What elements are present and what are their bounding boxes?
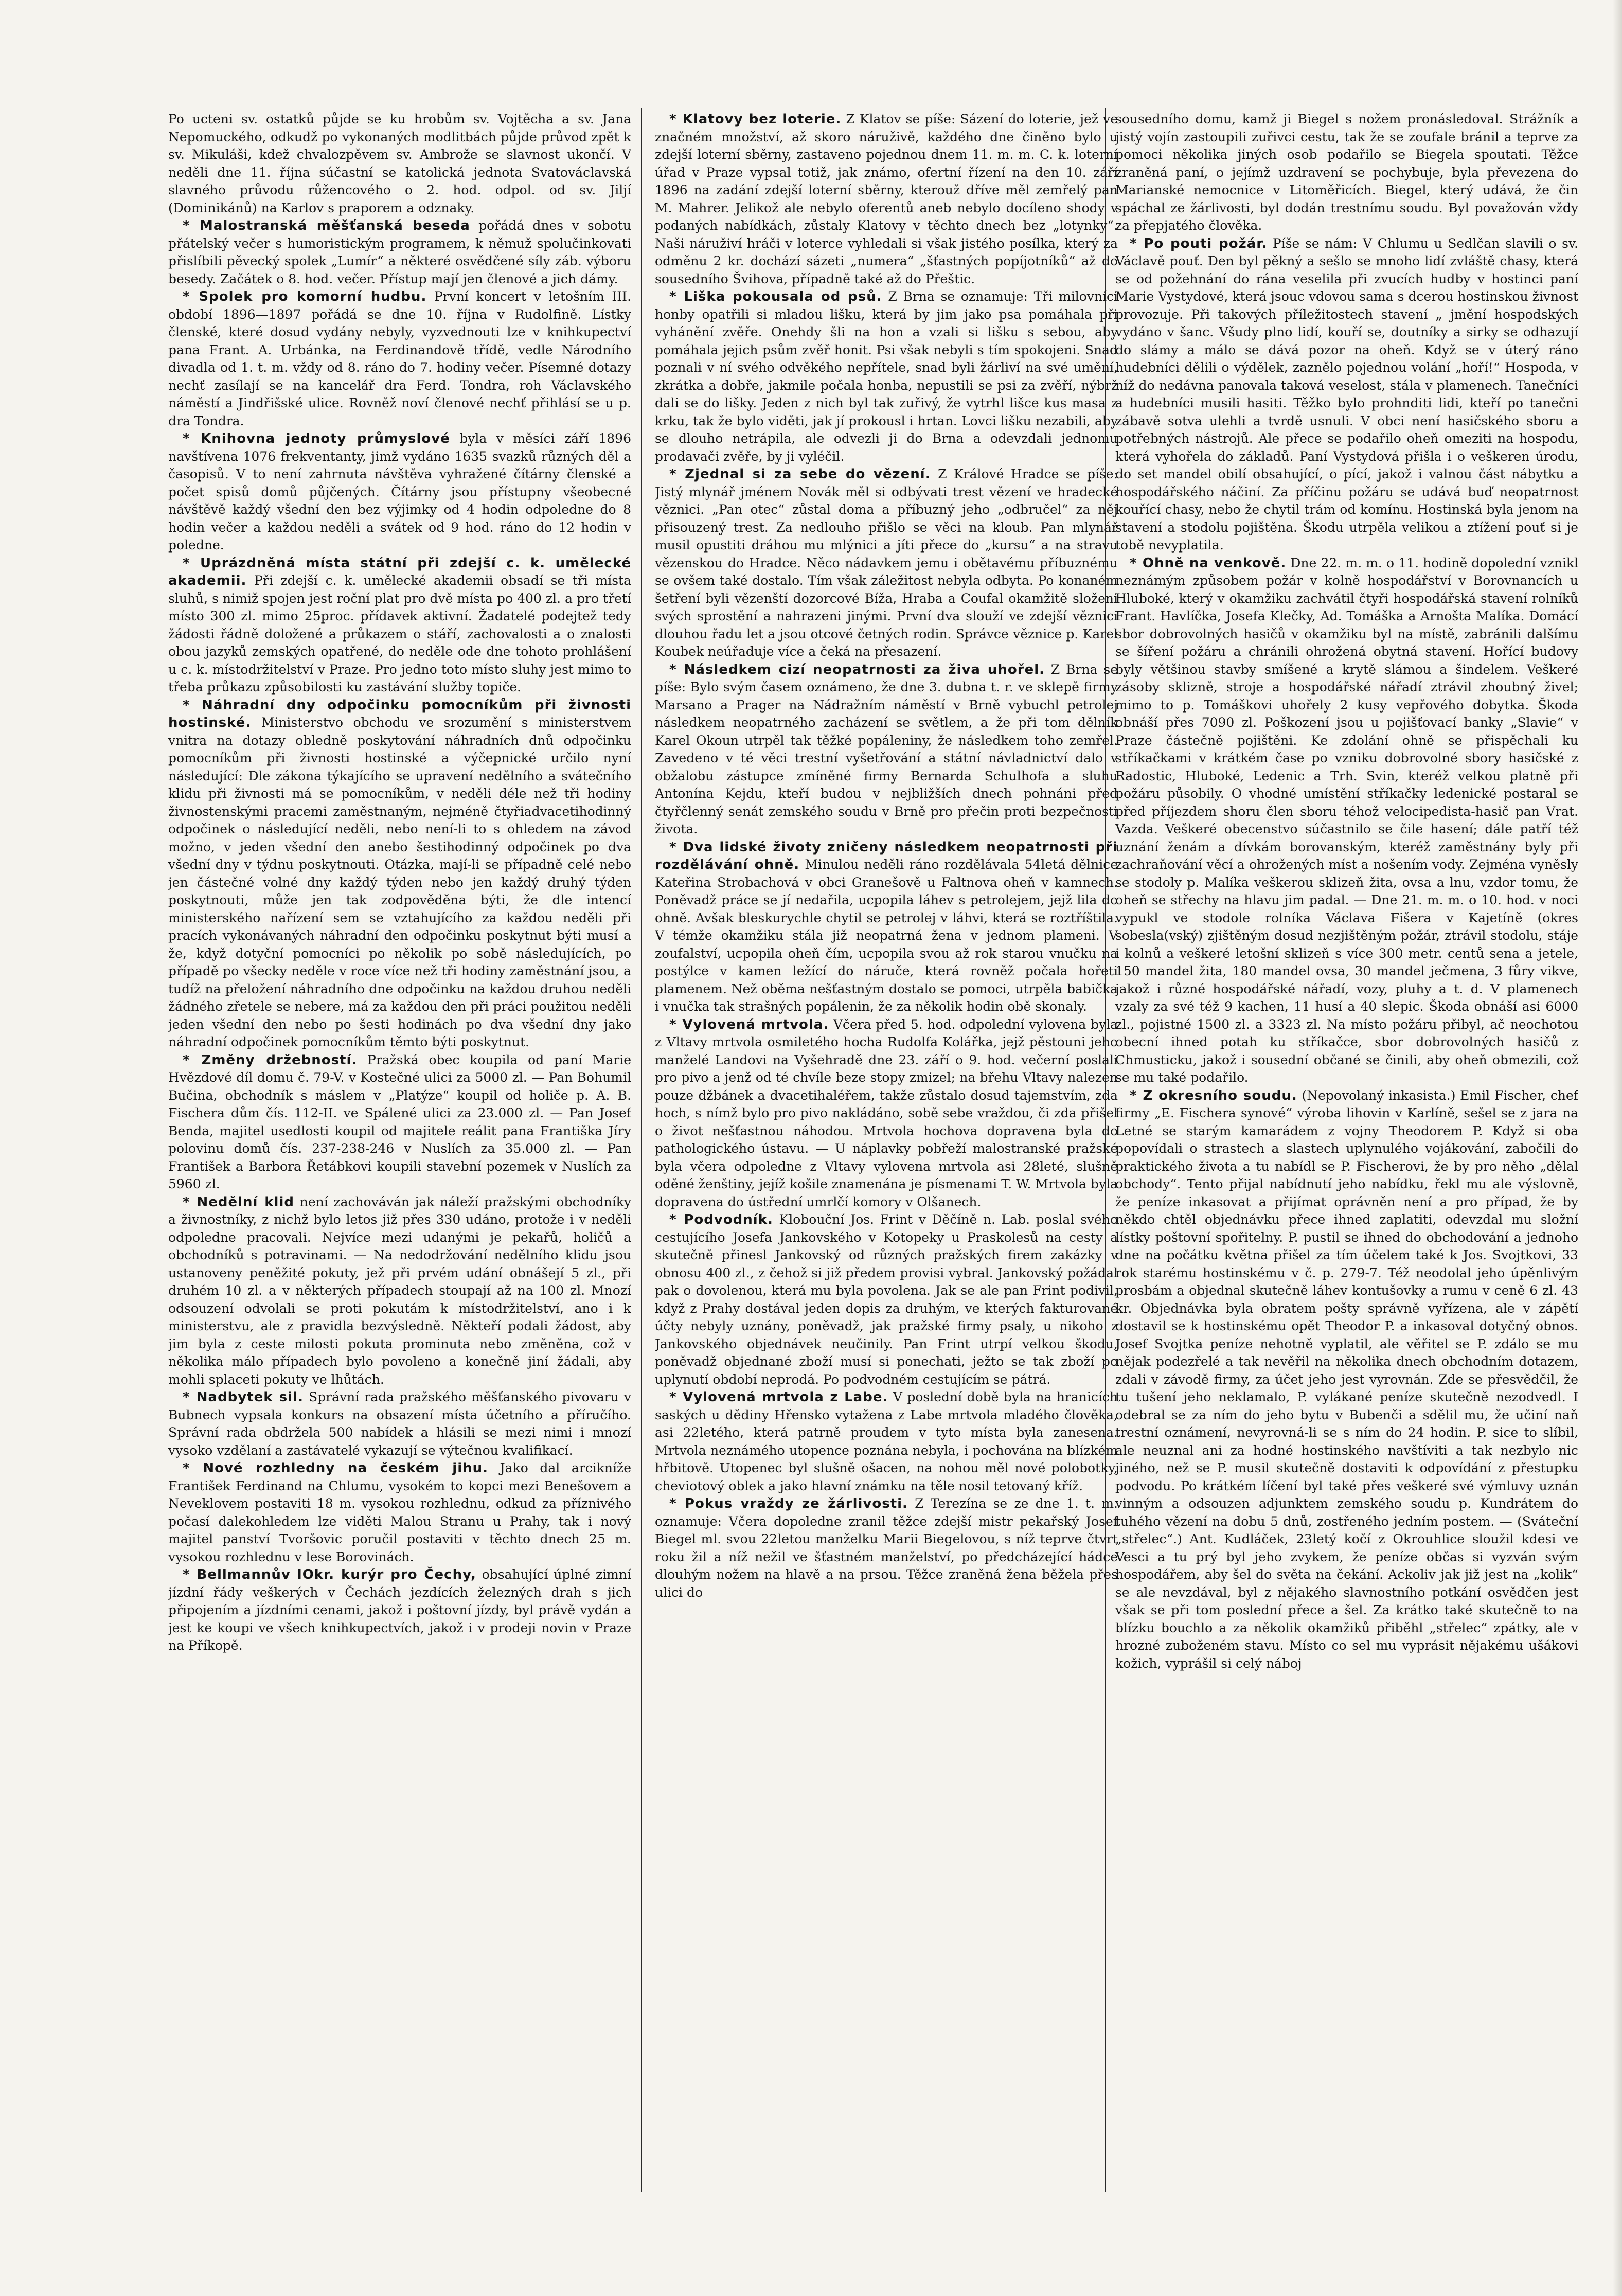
article-headline: * Uprázdněná místa státní při zdejší c. k. umělecké akademii.	[168, 555, 631, 589]
article-body: Včera před 5. hod. odpolední vylovena byla z Vltavy mrtvola osmiletého hocha Rudolfa Kolářka, jejž pěstouni jeho manželé Landovi na Vyšehradě dne 23. září o 9. hod. večerní poslali pro pivo a jenž od té chvíle beze stopy zmizel; na břehu Vltavy nalezen pouze džbánek a dvacetihaléřem, takže zůstalo dosud tajemstvím, zda hoch, s nímž bylo pro pivo nakládáno, sobě sebe vraždou, či zda přišel o život nešťastnou náhodou. Mrtvola hochova dopravena byla do pathologického ústavu. — U náplavky pobřeží malostranské pražské byla včera odpoledne z Vltavy vylovena mrtvola asi 28leté, slušně oděné ženštiny, jejíž košile znamenána je písmenami T. W. Mrtvola byla dopravena do ústřední umrlčí komory v Olšanech.	[655, 1017, 1118, 1209]
article-body: Dne 22. m. m. o 11. hodině dopolední vznikl neznámým způsobem požár v kolně hospodářství v Borovnancích u Hluboké, který v okamžiku zachvátil čtyři hospodářská stavení rolníků Frant. Havlíčka, Josefa Klečky, Ad. Tomáška a Arnošta Malíka. Domácí sbor dobrovolných hasičů v okamžiku byl na místě, zabránili dalšímu se šíření požáru a chránili ohrožená obytná stavení. Hořící budovy byly většinou stavby smíšené a krytě slámou a šindelem. Veškeré zásoby sklizně, stroje a hospodářské nářadí ztrávil zhoubný živel; mimo to p. Tomáškovi uhořely 2 kusy vepřového dobytka. Škoda obnáší přes 7090 zl. Poškození jsou u pojišťovací banky „Slavie“ v Praze částečně pojištěni. Ke zdolání ohně se přispěchali ku stříkačkami v krátkém čase po vzniku dobrovolné sbory hasičské z Radostic, Hluboké, Ledenic a Trh. Svin, kteréž velkou platně při požáru působily. O vhodné umístění stříkačky ledenické postaral se před příjezdem shoru člen sboru téhož velocipedista-hasič pan Vrat. Vazda. Veškeré obecenstvo súčastnilo se čile hasení; dále patří též uznání ženám a dívkám borovanským, kteréž zaměstnány byly při zachraňování věcí a ohrožených míst a nošením vody. Zejména vyněsly se stodoly p. Malíka veškerou sklizeň žita, ovsa a lnu, vzdor tomu, že oheň se střechy na hlavu jim padal. — Dne 21. m. m. o 10. hod. v noci vypukl ve stodole rolníka Václava Fišera v Kajetíně (okres sobesla(vský) zjištěným dosud nezjištěným požár, ztrávil stodolu, stáje i kolnů a veškeré letošní sklizeň s více 300 metr. centů sena a jetele, 150 mandel žita, 180 mandel ovsa, 30 mandel ječmena, 3 fůry vikve, jakož i různé hospodářské nářadí, vozy, pluhy a t. d. V plamenech vzaly za své též 9 kachen, 11 husí a 40 slepic. Škoda obnáší asi 6000 zl., pojistné 1500 zl. a 3323 zl. Na místo požáru přibyl, ač neochotou obecní ihned potah ku stříkačce, sbor dobrovolných hasičů z Chmusticku, jakož i sousední občané se činili, aby oheň obmezili, což se mu také podařilo.	[1115, 555, 1578, 1085]
continued-text: Po ucteni sv. ostatků půjde se ku hrobům sv. Vojtěcha a sv. Jana Nepomuckého, odkudž po vykonaných modlitbách půjde průvod zpět k sv. Mikuláši, kdež chvalozpěvem sv. Ambrože se slavnost ukončí. V neděli dne 11. října súčastní se katolická jednota Svatováclavská slavného průvodu růžencového o 2. hod. odpol. od sv. Jiljí (Dominikánů) na Karlov s praporem a odznaky.	[168, 112, 631, 216]
article-headline: * Vylovená mrtvola.	[669, 1017, 829, 1033]
news-article	[655, 288, 1118, 466]
article-headline: * Zjednal si za sebe do vězení.	[669, 467, 931, 482]
article-headline: * Nadbytek sil.	[183, 1390, 304, 1405]
article-body: Jako dal arcikníže František Ferdinand na Chlumu, vysokém to kopci mezi Benešovem a Neveklovem postaviti 18 m. vysokou rozhlednu, odkud za příznivého počasí dalekohledem lze viděti Malou Stranu u Prahy, tak i nový majitel panství Tvoršovic poručil postaviti v těchto dnech 25 m. vysokou rozhlednu v lese Borovinách.	[168, 1461, 631, 1564]
article-list	[168, 217, 631, 1655]
article-body: Z Králové Hradce se píše: Jistý mlynář jménem Novák měl si odbývati trest vězení ve hradecké věznici. „Pan otec“ zůstal doma a příbuzný jeho „odbručel“ za něj přisouzený trest. Za nedlouho přišlo se věci na kloub. Pan mlynář musil opustiti dráhou mu mlýnici a jíti přece do „kursu“ a na stravu vězenskou do Hradce. Něco nádavkem jemu i obětavému příbuznému se ovšem také dostalo. Tím však záležitost nebyla odbyta. Po konaném šetření byli vězenští dozorcové Bíža, Hraba a Coufal okamžitě složeni svých sprostění a nahrazeni jinými. První dva slouží ve zdejší věznici dlouhou řadu let a jsou otcové četných rodin. Správce věznice p. Karel Koubek neúřaduje více a čeká na přesazení.	[655, 467, 1118, 659]
column-divider	[641, 108, 642, 2192]
article-headline: * Podvodník.	[669, 1212, 773, 1227]
article-body: Pražská obec koupila od paní Marie Hvězdové díl domu č. 79-V. v Kostečné ulici za 5000 zl. — Pan Bohumil Bučina, obchodník s máslem v „Platýze“ koupil od holiče p. A. B. Fischera dům čís. 112-II. ve Spálené ulici za 23.000 zl. — Pan Josef Benda, majitel usedlosti koupil od majitele reálit pana Františka Jíry polovinu domů čís. 237-238-246 v Nuslích za 35.000 zl. — Pan František a Barbora Řetábkovi koupili stavební pozemek v Nuslích za 5960 zl.	[168, 1052, 631, 1191]
article-body: Ministerstvo obchodu ve srozumění s ministerstvem vnitra na dotazy obledně poskytování náhradních dnů odpočinku pomocníkům při živnosti hostinské a výčepnické určilo nyní následující: Dle zákona týkajícího se upravení nedělního a svátečního klidu při živnosti má se pomocníkům, v neděli déle než tři hodiny živnostenskými pracemi zaměstnaným, nejméně čtyřiadvacetihodinný odpočinek o následující neděli, nebo není-li to s ohledem na závod možno, v jeden všední den anebo šestihodinný odpočinek po dva všední dny v týdnu poskytnouti. Otázka, mají-li se případně celé nebo jen částečné volné dny každý týden nebo jen každý druhý týden poskytnouti, může jen tak zodpověděna býti, že dle intencí ministerského nařízení sem se vztahujícího za každou neděli při pracích vykonávaných náhradní den odpočinku poskytnut býti musí a že, když dotyční pomocníci po několik po sobě následujících, po případě po všecky neděle v roce více než tři hodiny zaměstnání jsou, a tudíž na přeložení náhradního dne odpočinku na každou druhou neděli žádného zřetele se nebere, má za každou den při práci použitou neděli jeden všední den nebo po šesti hodinách po dva všední dny jako náhradní odpočinek pomocníkům těmto býti poskytnut.	[168, 715, 631, 1049]
news-article	[655, 1389, 1118, 1495]
news-article	[168, 1460, 631, 1566]
news-article	[168, 555, 631, 697]
article-headline: * Nové rozhledny na českém jihu.	[183, 1461, 489, 1476]
article-body: Píše se nám: V Chlumu u Sedlčan slavili o sv. Václavě pouť. Den byl pěkný a sešlo se mnoho lidí zvláště chasy, která se od požehnání do rána veselila při zvucích hudby v hostinci paní Marie Vystydové, která jsouc vdovou sama s dcerou hostinskou živnost provozuje. Při takových příležitostech stavení „ jmění hospodských vydáno v šanc. Všudy plno lidí, kouří se, doutníky a sirky se odhazují do slámy a málo se dává pozor na oheň. Když se v úterý ráno hudebníci dělili o výdělek, zaznělo pojednou volání „hoří!“ Hospoda, v níž do nedávna panovala taková veselost, stála v plamenech. Tanečníci a hudebníci musili hasiti. Těžko bylo prohnditi lidi, kteří po tanečni zábavě sotva ulehli a tvrdě usnuli. V obci není hasičského sboru a potřebných nástrojů. Ale přece se podařilo oheň omeziti na hospodu, která vyhořela do základů. Paní Vystydová přišla i o veškeren úrodu, do set mandel obilí obsahující, o pící, jakož i valnou část nábytku a hospodářského náčiní. Za příčinu požáru se udává buď neopatrnost kouřící chasy, nebo že chytil trám od komínu. Hostinská byla jenom na stavení a stodolu pojištěna. Škodu utrpěla velikou a ztížení pouť si je tobě nevyplatila.	[1115, 236, 1578, 553]
article-body: Při zdejší c. k. umělecké akademii obsadí se tři místa sluhů, s nimiž spojen jest roční plat pro dvě místa po 400 zl. a pro třetí místo 300 zl. mimo 25proc. přídavek aktivní. Žadatelé podejtež tedy žádosti řádně doložené a průkazem o stáří, zachovalosti a o znalosti obou jazyků zemských opatřené, do neděle ode dne tohoto prohlášení u c. k. místodržitelství v Praze. Pro jedno toto místo sluhy jest mimo to třeba průkazu způsobilosti ku zastávání služby topiče.	[168, 573, 631, 695]
article-body: První koncert v letošním III. období 1896—1897 pořádá se dne 10. října v Rudolfině. Lístky členské, které dosud vydány nebyly, vyzvednouti lze v knihkupectví pana Frant. A. Urbánka, na Ferdinandově třídě, vedle Národního divadla od 1. t. m. vždy od 8. ráno do 7. hodiny večer. Písemné dotazy nechť zasílají se na kancelář dra Ferd. Tondra, roh Václavského náměstí a Jindřišské ulice. Rovněž noví členové nechť přihlásí se u p. dra Tondra.	[168, 289, 631, 429]
article-headline: * Malostranská měšťanská beseda	[183, 218, 470, 234]
news-article	[168, 1566, 631, 1655]
article-body: Z Brna se oznamuje: Tři milovníci honby opatřili si mladou lišku, která by jim jako psa pomáhala při vyhánění zvěře. Onehdy šli na hon a vzali si lišku s sebou, aby pomáhala jejich psům zvěř honit. Psi však nebyli s tím spokojeni. Snad poznali v ní svého odvěkého nepřítele, snad byli žárliví na své umění, zkrátka a dobře, jakmile počala honba, nepustili se psi za zvěří, nýbrž dali se do lišky. Jeden z nich byl tak zuřivý, že vytrhl lišce kus masa z krku, tak že bylo viděti, jak jí prokousl i hrtan. Lovci lišku nezabili, aby se dlouho netrápila, ale odvezli ji do Brna a odevzdali jednomu prodavači zvěře, by ji vyléčil.	[655, 289, 1118, 464]
news-article	[655, 1495, 1118, 1601]
article-body: V poslední době byla na hranicích saských u dědiny Hřensko vytažena z Labe mrtvola mladého člověka, asi 22letého, která patrně proudem v tyto místa byla zanesena. Mrtvola neznámého utopence poznána nebyla, i pochována na blízkém hřbitově. Utopenec byl slušně ošacen, na nohou měl nové polobotky, cheviotový oblek a jako hlavní známku na těle nosil tetovaný kříž.	[655, 1390, 1118, 1493]
news-article	[1115, 555, 1578, 1087]
article-body: pořádá dnes v sobotu přátelský večer s humoristickým programem, k němuž spolučinkovati přislíbili pěvecký spolek „Lumír“ a některé osvědčené síly záb. výboru besedy. Začátek o 8. hod. večer. Přístup mají jen členové a jich dámy.	[168, 218, 631, 287]
article-body: Minulou neděli ráno rozdělávala 54letá dělnice Kateřina Strobachová v obci Granešově u Faltnova oheň v kamnech. Poněvadž práce se jí nedařila, ucpopila láhev s petrolejem, jejž lila do ohně. Avšak bleskurychle chytil se petrolej v láhvi, která se roztříštila. V témže okamžiku stála již neopatrná žena v jednom plameni. V zoufalství, ucpopila oheň čím, ucpopila svou až rok starou vnučku na postýlce v kamen ležící do náruče, která rovněž počala hořeti plamenem. Než oběma nešťastným dostalo se pomoci, utrpěla babička i vnučka tak strašných popálenin, že za několik hodin obě skonaly.	[655, 857, 1118, 1014]
news-article	[655, 466, 1118, 661]
article-headline: * Bellmannův lOkr. kurýr pro Čechy,	[183, 1567, 476, 1582]
news-article	[1115, 235, 1578, 555]
article-headline: * Pokus vraždy ze žárlivosti.	[669, 1496, 908, 1511]
news-article	[168, 697, 631, 1052]
article-body: Z Klatov se píše: Sázení do loterie, jež ve značném množství, až skoro náruživě, každého dne činěno bylo u zdejší loterní sběrny, zastaveno pojednou dnem 11. m. m. C. k. loterní úřad v Praze vypsal totiž, jak známo, ofertní řízení na den 10. září 1896 na zadání zdejší loterní sběrny, kterouž dříve měl zemřelý pan M. Mahrer. Jelikož ale nebylo oferentů aneb nebylo docíleno shody v podaných nabídkách, zůstaly Klatovy v těchto dnech bez „lotynky“. Naši náruživí hráči v loterce vyhledali si však jistého posílka, který za odměnu 2 kr. dochází sázeti „numera“ „šťastných popíjotníků“ až do sousedního Švihova, případně také až do Přeštic.	[655, 112, 1118, 287]
continued-text: sousedního domu, kamž ji Biegel s nožem pronásledoval. Strážník a jistý vojín zastoupili zuřivci cestu, tak že se zoufale bránil a teprve za pomoci několika jiných osob podařilo se Biegela spoutati. Těžce zraněná paní, o jejímž uzdravení se pochybuje, byla převezena do Marianské nemocnice v Litoměřicích. Biegel, který udává, že čin spáchal ze žárlivosti, byl dodán trestnímu soudu. Byl považován vždy za přepjatého člověka.	[1115, 112, 1578, 233]
news-article	[655, 839, 1118, 1016]
article-body: (Nepovolaný inkasista.) Emil Fischer, chef firmy „E. Fischera synové“ výroba lihovin v Karlíně, sešel se z jara na Letné se starým kamarádem z vojny Theodorem P. Když si oba popovídali o strastech a slastech uplynulého vojákování, zabočili do praktického života a tu nabídl se P. Fischerovi, že by pro něho „dělal obchody“. Tento přijal nabídnutí jeho nabídku, řekl mu ale výslovně, že peníze inkasovat a přijímat oprávněn není a pro případ, že by někdo chtěl objednávku přece ihned zaplatiti, odevzdal mu složní lístky poštovní spořitelny. P. pustil se ihned do obchodování a jednoho dne na počátku května přišel za tím účelem také k Jos. Svojtkovi, 33 rok starému hostinskému v č. p. 279-7. Též neodolal jeho úpěnlivým prosbám a objednal skutečně láhev kontušovky a rumu v ceně 6 zl. 43 kr. Objednávka byla obratem pošty správně vyřízena, ale v zápětí dostavil se k hostinskému opět Theodor P. a inkasoval dotyčný obnos. Josef Svojtka peníze nehotně vyplatil, ale věřitel se P. zdálo se mu nějak podezřelé a tak nevěřil na několika dnech obchodním dotazem, zdali v závodě firmy, za účet jeho jest vyrovnán. Zde se přesvědčil, že tu tušení jeho neklamalo, P. vylákané peníze skutečně nezodvedl. I odebral se za ním do jeho bytu v Bubenči a sdělil mu, že učiní naň trestní oznámení, nevyrovná-li se s ním do 24 hodin. P. sice to slíbil, ale neuznal ani za hodné hostinského navštíviti a tak nezbylo nic jiného, než se P. musil skutečně dostaviti k odpovídání z přestupku podvodu. Po krátkém líčení byl také přes veškeré své výmluvy uznán vinným a odsouzen adjunktem zemského soudu p. Kundrátem do tuhého vězení na dobu 5 dnů, zostřeného jedním postem. — (Sváteční „střelec“.) Ant. Kudláček, 23letý kočí z Okrouhlice sloužil kdesi ve Vesci a tu prý byl jeho zvykem, že peníze občas si vyzván svým hospodářem, aby šel do světa na čekání. Ackoliv jak již jest na „kolik“ se ale nevzdával, byl z nějakého slavnostního potkání osvědčen jest však se při tom poslední přece a šel. Za krátko také skutečně to na blízku bouchlo a za několik okamžiků přiběhl „střelec“ zpátky, ale v hrozné zuboženém stavu. Místo co sel mu vyprásit nějakému ušákovi kožich, vyprášil si celý náboj	[1115, 1088, 1578, 1671]
news-article	[1115, 1087, 1578, 1673]
article-body: Z Brna se píše: Bylo svým časem oznámeno, že dne 3. dubna t. r. ve sklepě firmy Marsano a Prager na Nádražním náměstí v Brně vybuchl petrolej následkem neopatrného zacházení se světlem, a že při tom dělník Karel Okoun utrpěl tak těžké popáleniny, že následkem toho zemřel. Zavedeno v té věci trestní vyšetřování a státní návladnictví dalo v obžalobu zástupce zmíněné firmy Bernarda Schulhofa a sluhu Antonína Kejdu, kteří budou v nejbližších dnech pohnáni před čtyřčlenný senát zemského soudu v Brně pro přečin proti bezpečnosti života.	[655, 662, 1118, 836]
article-body: Správní rada pražského měšťanského pivovaru v Bubnech vypsala konkurs na obsazení místa účetního a příručího. Správní rada obdržela 500 nabídek a hlásili se mezi nimi i mnozí vysoko vzdělaní a zastávatelé vykazují se výtečnou kvalifikací.	[168, 1390, 631, 1458]
news-article	[655, 1016, 1118, 1212]
article-headline: * Ohně na venkově.	[1130, 555, 1287, 571]
article-headline: * Klatovy bez loterie.	[669, 112, 842, 127]
news-article	[168, 430, 631, 555]
article-body: byla v měsíci září 1896 navštívena 1076 frekventanty, jimž vydáno 1635 svazků různých děl a časopisů. V to není zahrnuta návštěva vyhražené čítárny členské a počet spisů domů půjčených. Čítárny jsou přístupny všeobecné návštěvě každý všední den bez výjimky od 4 hodin odpoledne do 8 hodin večer a každou neděli a svátek od 9 hod. ráno do 12 hodin v poledne.	[168, 431, 631, 553]
article-headline: * Nedělní klid	[183, 1194, 294, 1210]
article-body: Z Terezína se ze dne 1. t. m. oznamuje: Včera dopoledne zranil těžce zdejší mistr pekařský Josef Biegel ml. svou 22letou manželku Marii Biegelovou, s níž teprve čtvrt roku žil a níž nežil ve šťastném manželství, po předcházející hádce dlouhým nožem na hlavě a na prsou. Těžce zraněná žena běžela přes ulici do	[655, 1496, 1118, 1600]
article-headline: * Následkem cizí neopatrnosti za živa uhořel.	[669, 662, 1045, 678]
article-list	[1115, 235, 1578, 1673]
article-headline: * Spolek pro komorní hudbu.	[183, 289, 427, 305]
news-article	[655, 111, 1118, 288]
page-edge-shadow	[1613, 0, 1622, 2296]
article-body: není zachováván jak náleží pražskými obchodníky a živnostníky, z nichž bylo letos již přes 330 udáno, protože i v neděli odpoledne pracovali. Nejvíce mezi udanými je pekařů, holičů a obchodníků s potravinami. — Na nedodržování nedělního klidu jsou ustanoveny peněžité pokuty, jež při prvém udání obnášejí 5 zl., při druhém 10 zl. a v některých případech stoupají až na 100 zl. Mnozí odsouzení odvolali se proti pokutám k místodržitelství, ano i k ministerstvu, ale z pravidla bezvýsledně. Někteří podali žádost, aby jim byla z ceste milosti pokuta prominuta nebo změněna, což v několika málo případech bylo povoleno a konečně jiní žádali, aby mohli splaceti pokuty ve lhůtách.	[168, 1194, 631, 1387]
article-list	[655, 111, 1118, 1601]
article-headline: * Knihovna jednoty průmyslové	[183, 431, 450, 447]
article-body: obsahující úplné zimní jízdní řády veškerých v Čechách jezdících železných drah s jich připojením a jízdními cenami, jakož i poštovní jízdy, byl právě vydán a jest ke koupi ve všech knihkupectvích, jakož i v prodeji novin v Praze na Příkopě.	[168, 1567, 631, 1653]
article-headline: * Dva lidské životy zničeny následkem neopatrnosti při rozdělávání ohně.	[655, 839, 1118, 873]
article-headline: * Vylovená mrtvola z Labe.	[669, 1390, 888, 1405]
article-headline: * Změny držebností.	[183, 1052, 358, 1068]
column-middle	[655, 111, 1118, 1601]
news-article	[655, 1211, 1118, 1389]
news-article	[168, 1194, 631, 1389]
news-article	[168, 288, 631, 430]
article-headline: * Z okresního soudu.	[1130, 1088, 1297, 1103]
article-body: Klobouční Jos. Frint v Děčíně n. Lab. poslal svého cestujícího Josefa Jankovského v Kotopeky u Praskolesů na cesty a skutečně přinesl Jankovský od různých pražských firem zakázky v obnosu 400 zl., z čehož si již předem provisi vybral. Jankovský požádal pak o dovolenou, která mu byla povolena. Jak se ale pan Frint podivil, když z Prahy dostával jeden dopis za druhým, ve kterých fakturované účty nebyly uznány, poněvadž, jak pražské firmy psaly, u nikoho z Jankovského objednávek neučinily. Pan Frint utrpí velkou škodu, poněvadž objednané zboží musí si ponechati, ježto se tak zboží po uplynutí období neprodá. Po podvodném cestujícím se pátrá.	[655, 1212, 1118, 1387]
news-article	[655, 661, 1118, 839]
news-article	[168, 1389, 631, 1460]
article-headline: * Po pouti požár.	[1130, 236, 1268, 252]
news-article	[168, 1052, 631, 1194]
column-left	[168, 111, 631, 1655]
article-headline: * Liška pokousala od psů.	[669, 289, 882, 305]
news-article	[168, 217, 631, 288]
column-right	[1115, 111, 1578, 1672]
article-headline: * Náhradní dny odpočinku pomocníkům při živnosti hostinské.	[168, 697, 631, 731]
